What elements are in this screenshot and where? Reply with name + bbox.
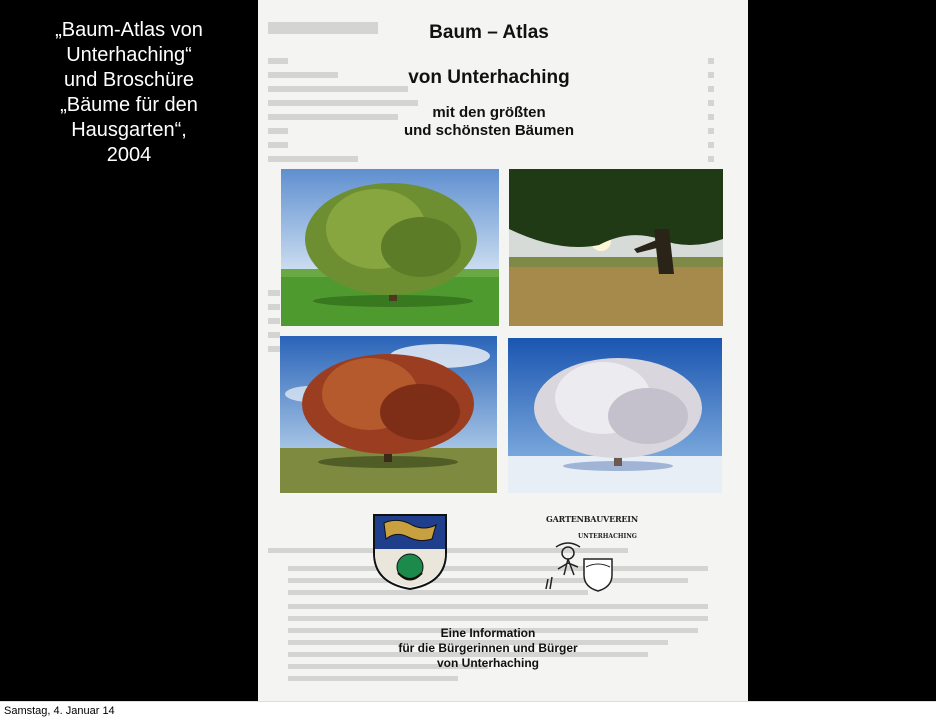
caption-line: 2004 bbox=[106, 144, 152, 166]
cover-title: Baum – Atlas bbox=[429, 22, 549, 43]
society-place: UNTERHACHING bbox=[578, 533, 637, 540]
tree-photo-summer bbox=[281, 169, 499, 326]
tree-photo-winter bbox=[508, 338, 722, 493]
tagline-line: und schönsten Bäumen bbox=[403, 122, 575, 139]
caption-line: Unterhaching“ bbox=[66, 44, 192, 66]
cover-tagline bbox=[258, 104, 720, 140]
info-line: Eine Information bbox=[440, 626, 536, 640]
footer-date: Samstag, 4. Januar 14 bbox=[4, 705, 115, 717]
caption-line: Hausgarten“, bbox=[71, 119, 187, 141]
tagline-line: mit den größten bbox=[432, 104, 546, 121]
caption-line: „Bäume für den bbox=[60, 94, 198, 116]
garden-society-logo-icon bbox=[542, 513, 622, 593]
slide-caption bbox=[0, 18, 258, 168]
brochure-cover bbox=[258, 0, 748, 701]
coat-of-arms-icon bbox=[372, 513, 448, 591]
cover-subtitle: von Unterhaching bbox=[408, 67, 570, 88]
tree-photo-autumn bbox=[280, 336, 497, 493]
society-name: GARTENBAUVEREIN bbox=[546, 514, 638, 524]
caption-line: „Baum-Atlas von bbox=[55, 19, 203, 41]
cover-info bbox=[378, 626, 598, 671]
info-line: von Unterhaching bbox=[436, 656, 539, 670]
caption-line: und Broschüre bbox=[63, 69, 195, 91]
slide-footer bbox=[0, 701, 936, 721]
tree-photo-evening bbox=[509, 169, 723, 326]
info-line: für die Bürgerinnen und Bürger bbox=[398, 641, 578, 655]
